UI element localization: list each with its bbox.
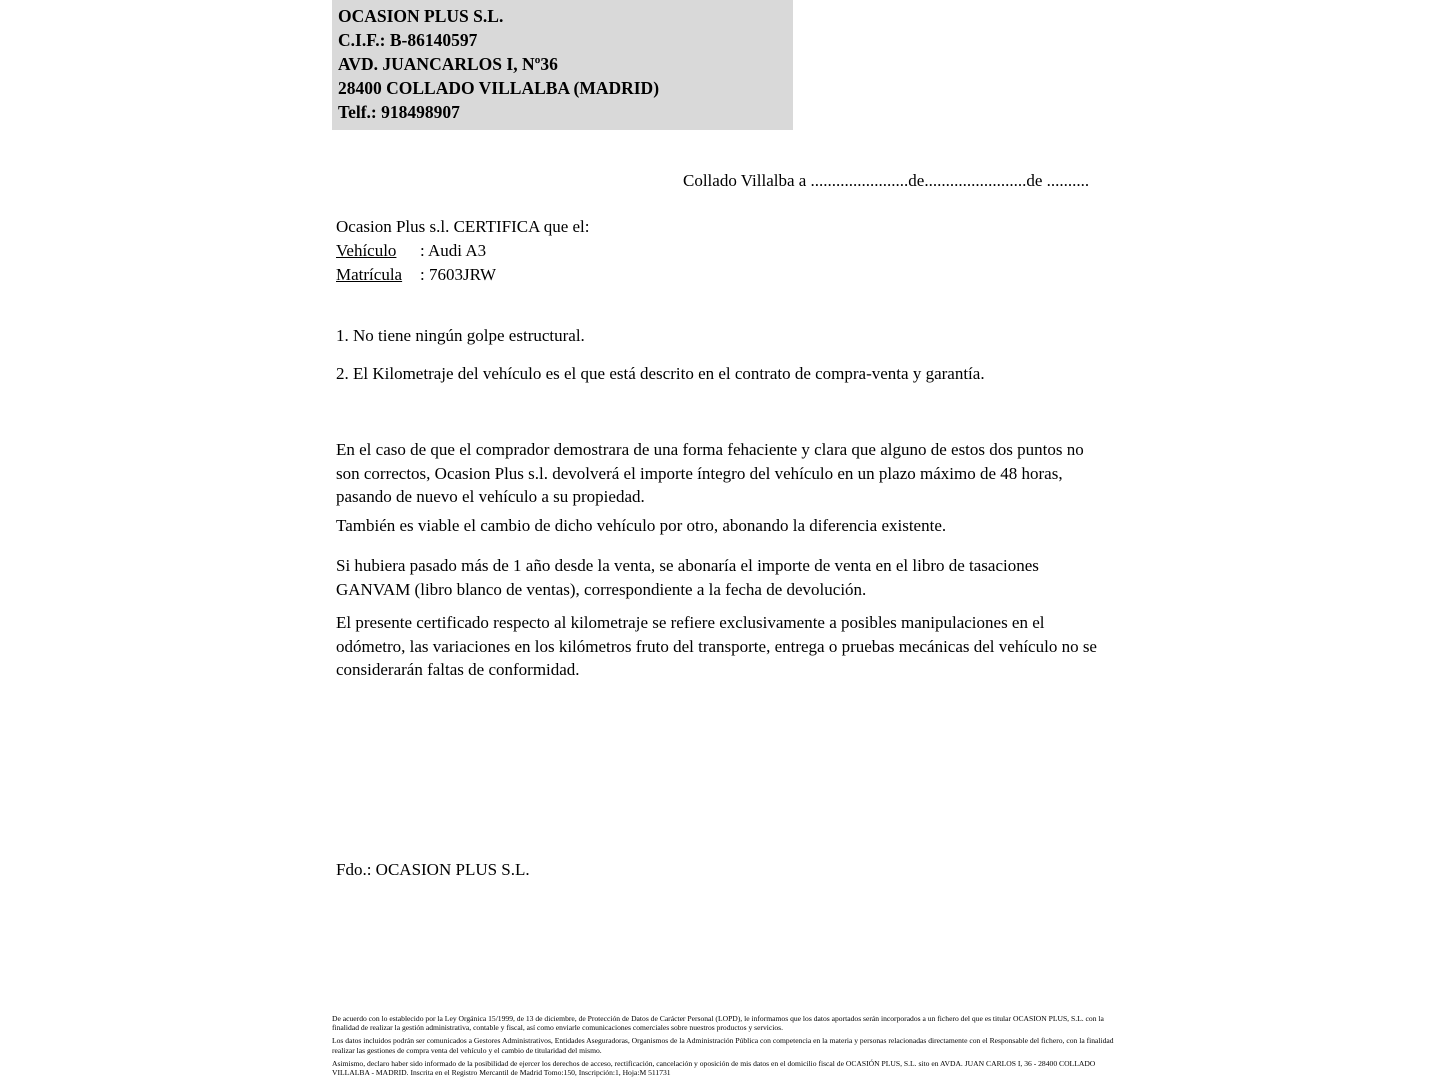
legal-paragraph-3: Asimismo, declaro haber sido informado de la posibilidad de ejercer los derechos de acceso, rectificación, cancelación y oposición de mis datos en el domicilio fiscal de OCASIÓN PLUS, S.L. sito en AVDA. JUAN CARLOS I, 36 - 28400 COLLADO VILLALBA - MADRID. Inscrita en el Registro Mercantil de Madrid Tomo:150, Inscripción:1, Hoja:M 511731 bbox=[332, 1058, 1096, 1078]
date-line: Collado Villalba a .......................de........................de .......... bbox=[683, 171, 1090, 190]
company-phone: Telf.: 918498907 bbox=[338, 102, 460, 122]
company-name: OCASION PLUS S.L. bbox=[338, 6, 504, 26]
plate-label: Matrícula bbox=[336, 265, 403, 284]
company-address: AVD. JUANCARLOS I, Nº36 bbox=[338, 54, 558, 74]
vehicle-row bbox=[336, 239, 590, 263]
point-two: 2. El Kilometraje del vehículo es el que está descrito en el contrato de compra-venta y garantía. bbox=[336, 364, 985, 383]
legal-paragraph-1: De acuerdo con lo establecido por la Ley Orgánica 15/1999, de 13 de diciembre, de Protección de Datos de Carácter Personal (LOPD), le informamos que los datos aportados serán incorporados a un fichero del que es titular OCASION PLUS, S.L. con la finalidad de realizar la gestión administrativa, contable y fiscal, así como enviarle comunicaciones comerciales sobre nuestros productos y servicios. bbox=[332, 1014, 1104, 1033]
vehicle-value: : Audi A3 bbox=[420, 241, 487, 260]
certifies-intro: Ocasion Plus s.l. CERTIFICA que el: bbox=[336, 217, 590, 236]
plate-row bbox=[336, 263, 590, 287]
paragraph-refund: En el caso de que el comprador demostrara de una forma fehaciente y clara que alguno de estos dos puntos no son correctos, Ocasion Plus s.l. devolverá el importe íntegro del vehículo en un plazo máximo de 48 horas, pasando de nuevo el vehículo a su propiedad. bbox=[336, 440, 1084, 506]
plate-value: : 7603JRW bbox=[420, 265, 497, 284]
vehicle-label: Vehículo bbox=[336, 241, 397, 260]
point-one: 1. No tiene ningún golpe estructural. bbox=[336, 326, 585, 345]
company-city: 28400 COLLADO VILLALBA (MADRID) bbox=[338, 78, 660, 98]
legal-footer bbox=[332, 1014, 1122, 1077]
certification-block bbox=[336, 215, 590, 287]
paragraph-ganvam: Si hubiera pasado más de 1 año desde la venta, se abonaría el importe de venta en el libro de tasaciones GANVAM (libro blanco de ventas), correspondiente a la fecha de devolución. bbox=[336, 556, 1039, 599]
company-cif: C.I.F.: B-86140597 bbox=[338, 30, 478, 50]
paragraph-odometer: El presente certificado respecto al kilometraje se refiere exclusivamente a posibles manipulaciones en el odómetro, las variaciones en los kilómetros fruto del transporte, entrega o pruebas mecánicas del vehículo no se considerarán faltas de conformidad. bbox=[336, 613, 1097, 679]
signature-line: Fdo.: OCASION PLUS S.L. bbox=[336, 860, 530, 879]
company-header-block bbox=[332, 0, 793, 130]
paragraph-exchange: También es viable el cambio de dicho vehículo por otro, abonando la diferencia existente. bbox=[336, 516, 947, 535]
legal-paragraph-2: Los datos incluidos podrán ser comunicados a Gestores Administrativos, Entidades Aseguradoras, Organismos de la Administración Pública con competencia en la materia y personas relacionadas directamente con el Responsable del fichero, con la finalidad realizar las gestiones de compra venta del vehículo y el cambio de titularidad del mismo. bbox=[332, 1036, 1114, 1055]
